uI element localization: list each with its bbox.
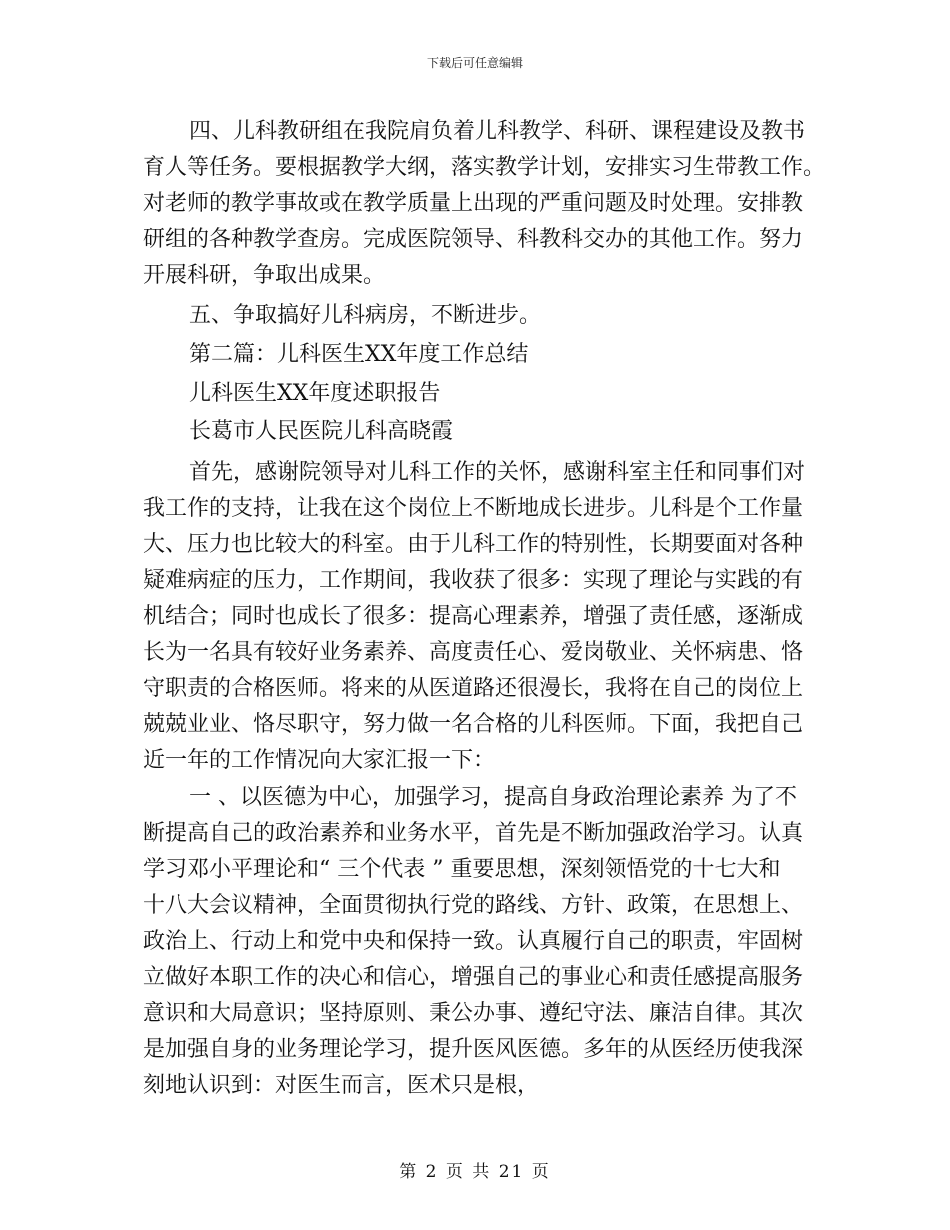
- text-line: 开展科研，争取出成果。: [143, 263, 386, 288]
- text-line: 十八大会议精神，全面贯彻执行党的路线、方针、政策，在思想上、: [143, 893, 804, 918]
- text-line: 五、争取搞好儿科病房，不断进步。: [189, 303, 542, 328]
- page-header: 下载后可任意编辑: [426, 56, 523, 70]
- text-line: 对老师的教学事故或在教学质量上出现的严重问题及时处理。安排教: [143, 191, 804, 216]
- page-number-footer: 第 2 页 共 21 页: [399, 1162, 551, 1182]
- report-title: 儿科医生XX年度述职报告: [189, 381, 441, 406]
- text-line: 兢兢业业、恪尽职守，努力做一名合格的儿科医师。下面，我把自己: [143, 712, 804, 737]
- text-line: 学习邓小平理论和“ 三个代表 ” 重要思想，深刻领悟党的十七大和: [143, 857, 781, 882]
- text-line: 机结合；同时也成长了很多：提高心理素养，增强了责任感，逐渐成: [143, 604, 804, 629]
- text-line: 我工作的支持，让我在这个岗位上不断地成长进步。儿科是个工作量: [143, 496, 804, 521]
- text-line: 四、儿科教研组在我院肩负着儿科教学、科研、课程建设及教书: [189, 119, 806, 144]
- text-line: 近一年的工作情况向大家汇报一下：: [143, 748, 496, 773]
- text-line: 立做好本职工作的决心和信心，增强自己的事业心和责任感提高服务: [143, 965, 804, 990]
- text-line: 首先，感谢院领导对儿科工作的关怀，感谢科室主任和同事们对: [189, 460, 806, 485]
- text-line: 长为一名具有较好业务素养、高度责任心、爱岗敬业、关怀病患、恪: [143, 640, 804, 665]
- text-line: 大、压力也比较大的科室。由于儿科工作的特别性，长期要面对各种: [143, 532, 804, 557]
- text-line: 疑难病症的压力，工作期间，我收获了很多：实现了理论与实践的有: [143, 568, 804, 593]
- text-line: 研组的各种教学查房。完成医院领导、科教科交办的其他工作。努力: [143, 227, 804, 252]
- text-line: 政治上、行动上和党中央和保持一致。认真履行自己的职责，牢固树: [143, 929, 804, 954]
- text-line: 意识和大局意识；坚持原则、秉公办事、遵纪守法、廉洁自律。其次: [143, 1001, 804, 1026]
- text-line: 育人等任务。要根据教学大纲，落实教学计划，安排实习生带教工作。: [143, 155, 826, 180]
- section-heading: 第二篇：儿科医生XX年度工作总结: [189, 342, 529, 367]
- text-line: 断提高自己的政治素养和业务水平，首先是不断加强政治学习。认真: [143, 821, 804, 846]
- text-line: 是加强自身的业务理论学习，提升医风医德。多年的从医经历使我深: [143, 1037, 804, 1062]
- text-line: 刻地认识到：对医生而言，医术只是根，: [143, 1073, 540, 1098]
- text-line: 守职责的合格医师。将来的从医道路还很漫长，我将在自己的岗位上: [143, 676, 804, 701]
- text-line: 一 、以医德为中心，加强学习，提高自身政治理论素养 为了不: [189, 785, 797, 810]
- author-line: 长葛市人民医院儿科高晓霞: [189, 419, 454, 444]
